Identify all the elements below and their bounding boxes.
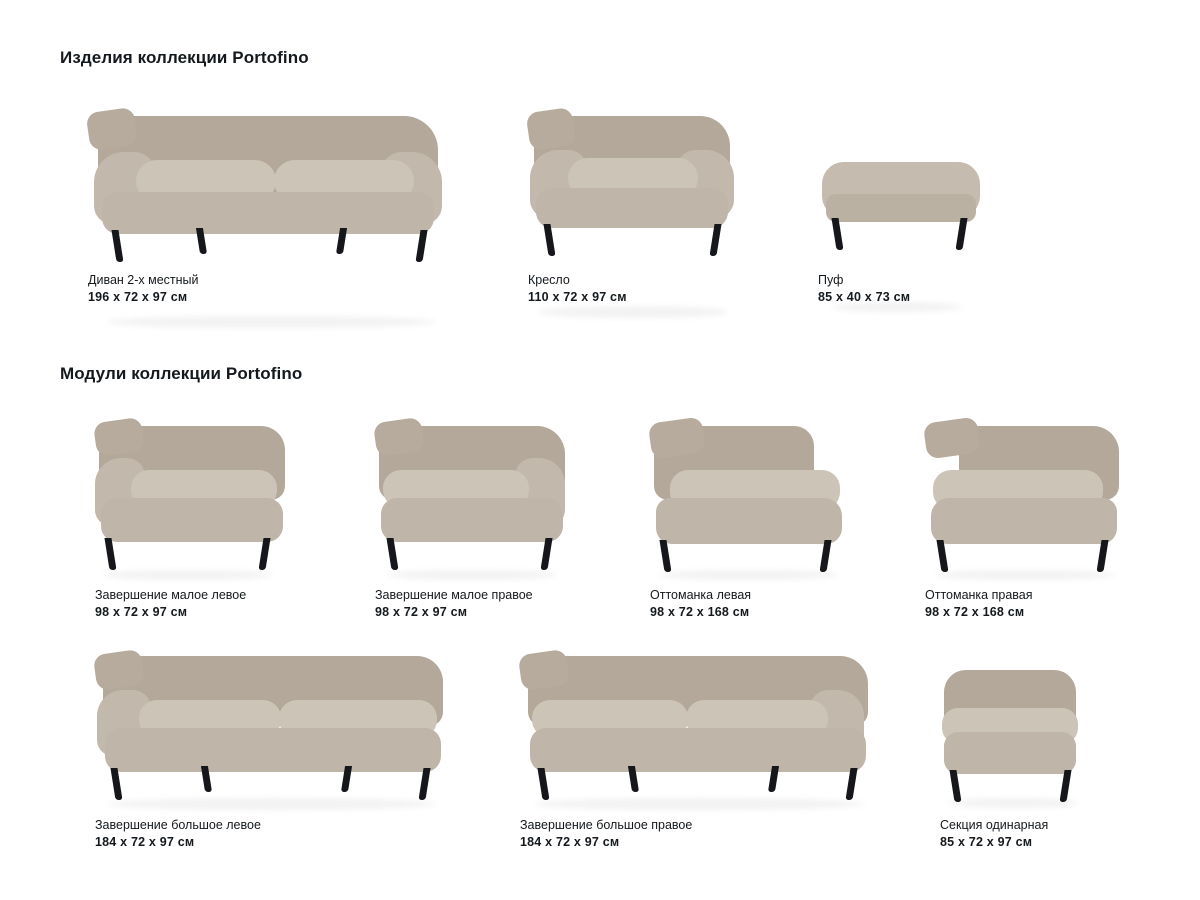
module-dims: 98 x 72 x 168 см [650,605,750,619]
module-name: Завершение большое правое [520,818,693,832]
module-card-ottoman-left[interactable] [650,420,850,630]
module-name: Завершение малое правое [375,588,533,602]
ottoman-right-illustration [925,420,1125,456]
module-card-end-small-right[interactable] [375,420,575,630]
product-dims: 196 x 72 x 97 см [88,290,188,304]
armchair-illustration [528,110,738,148]
module-caption [375,587,533,621]
product-dims: 85 x 40 x 73 см [818,290,911,304]
section-title-products: Изделия коллекции Portofino [60,48,309,67]
product-caption [818,272,910,306]
module-caption [940,817,1048,851]
module-card-end-small-left[interactable] [95,420,295,630]
module-name: Оттоманка левая [650,588,752,602]
module-name: Завершение малое левое [95,588,247,602]
module-name: Оттоманка правая [925,588,1033,602]
module-name: Завершение большое левое [95,818,261,832]
module-caption [95,817,261,851]
section-title-modules: Модули коллекции Portofino [60,364,303,383]
module-dims: 184 x 72 x 97 см [520,835,620,849]
product-dims: 110 x 72 x 97 см [528,290,627,304]
end-small-right-illustration [375,420,575,454]
module-caption [650,587,751,621]
product-card-armchair[interactable] [528,110,738,310]
module-dims: 98 x 72 x 97 см [375,605,468,619]
product-name: Пуф [818,273,844,287]
product-card-sofa-two-seat[interactable] [88,110,448,310]
module-caption [95,587,246,621]
end-large-right-illustration [520,652,880,688]
product-name: Кресло [528,273,570,287]
product-caption [528,272,627,306]
module-dims: 184 x 72 x 97 см [95,835,195,849]
module-card-section-single[interactable] [940,652,1120,862]
module-card-end-large-left[interactable] [95,652,455,862]
module-dims: 85 x 72 x 97 см [940,835,1033,849]
product-name: Диван 2-х местный [88,273,199,287]
product-caption [88,272,199,306]
module-caption [520,817,692,851]
end-large-left-illustration [95,652,455,688]
end-small-left-illustration [95,420,295,454]
ottoman-left-illustration [650,420,850,456]
module-dims: 98 x 72 x 168 см [925,605,1025,619]
module-caption [925,587,1033,621]
sofa-two-seat-illustration [88,110,448,148]
module-card-ottoman-right[interactable] [925,420,1125,630]
module-name: Секция одинарная [940,818,1049,832]
module-card-end-large-right[interactable] [520,652,880,862]
product-card-pouf[interactable] [818,110,988,310]
module-dims: 98 x 72 x 97 см [95,605,188,619]
